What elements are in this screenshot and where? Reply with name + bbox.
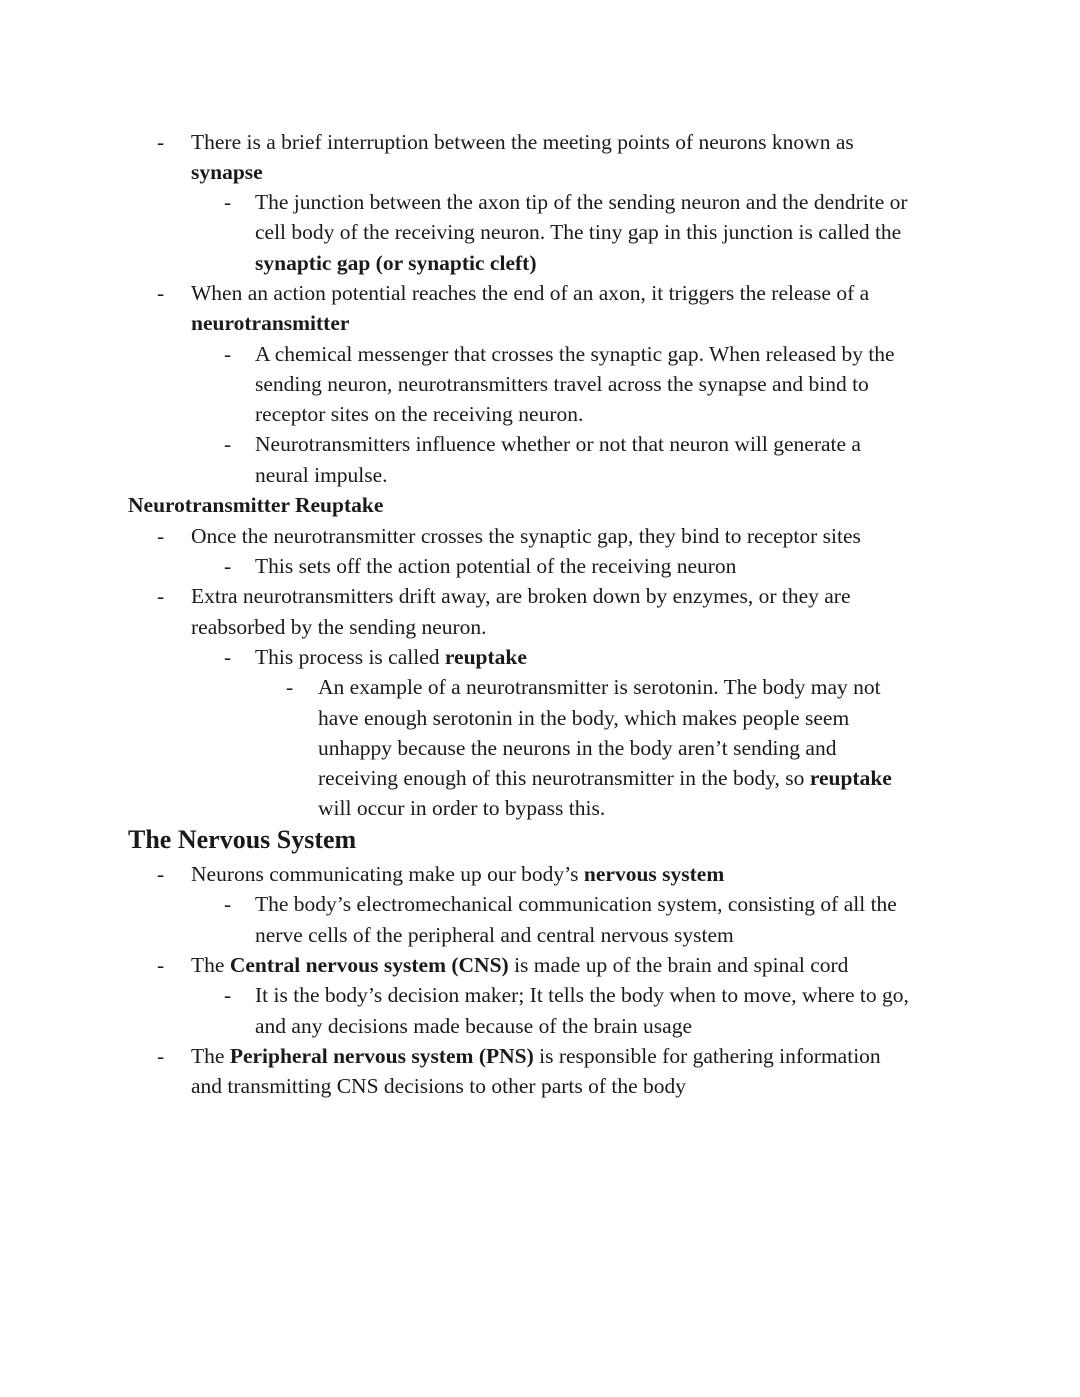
text-line: Neurotransmitters influence whether or not that neuron will generate a [255, 432, 861, 456]
text-line: and transmitting CNS decisions to other parts of the body [191, 1074, 687, 1098]
section-heading-nervous-system: The Nervous System [128, 825, 357, 854]
text-line: The junction between the axon tip of the sending neuron and the dendrite or [255, 190, 908, 214]
text-line: This sets off the action potential of the receiving neuron [255, 554, 737, 578]
text-line: The body’s electromechanical communication system, consisting of all the [255, 892, 897, 916]
text-line: An example of a neurotransmitter is serotonin. The body may not [318, 675, 881, 699]
term-cns: Central nervous system (CNS) [229, 953, 509, 977]
text-segment: The [191, 1044, 230, 1068]
bullet-dash: - [157, 584, 165, 608]
text-segment: is responsible for gathering information [533, 1044, 881, 1068]
bullet-dash: - [157, 953, 165, 977]
section-heading-reuptake: Neurotransmitter Reuptake [128, 493, 384, 517]
text-line: reabsorbed by the sending neuron. [191, 615, 487, 639]
text-line: cell body of the receiving neuron. The tiny gap in this junction is called the [255, 220, 902, 244]
text-line [191, 950, 848, 980]
term-synaptic-gap: synaptic gap (or synaptic cleft) [255, 251, 537, 275]
text-line [255, 642, 527, 672]
text-line: nerve cells of the peripheral and central nervous system [255, 923, 734, 947]
text-line [191, 1041, 881, 1071]
text-line: There is a brief interruption between the meeting points of neurons known as [191, 130, 854, 154]
bold-term [191, 157, 263, 187]
text-line [191, 859, 724, 889]
term-reuptake: reuptake [444, 645, 527, 669]
term-reuptake: reuptake [809, 766, 892, 790]
text-line: have enough serotonin in the body, which makes people seem [318, 706, 850, 730]
text-line: A chemical messenger that crosses the synaptic gap. When released by the [255, 342, 895, 366]
bullet-dash: - [157, 1044, 165, 1068]
text-line [318, 763, 892, 793]
text-segment: is made up of the brain and spinal cord [508, 953, 849, 977]
term-pns: Peripheral nervous system (PNS) [229, 1044, 534, 1068]
bullet-dash: - [157, 281, 165, 305]
bullet-dash: - [224, 342, 232, 366]
text-line: When an action potential reaches the end of an axon, it triggers the release of a [191, 281, 870, 305]
term-neurotransmitter: neurotransmitter [191, 311, 350, 335]
text-line: and any decisions made because of the brain usage [255, 1014, 693, 1038]
bullet-dash: - [224, 645, 232, 669]
text-segment: This process is called [255, 645, 445, 669]
text-line: will occur in order to bypass this. [318, 796, 606, 820]
text-line: Extra neurotransmitters drift away, are broken down by enzymes, or they are [191, 584, 851, 608]
text-line: It is the body’s decision maker; It tells the body when to move, where to go, [255, 983, 909, 1007]
text-segment: receiving enough of this neurotransmitter in the body, so [318, 766, 810, 790]
bold-term [191, 308, 349, 338]
text-segment: Neurons communicating make up our body’s [191, 862, 584, 886]
bold-term [255, 248, 536, 278]
text-line: receptor sites on the receiving neuron. [255, 402, 584, 426]
text-line: unhappy because the neurons in the body aren’t sending and [318, 736, 837, 760]
text-line: Once the neurotransmitter crosses the synaptic gap, they bind to receptor sites [191, 524, 861, 548]
text-line: sending neuron, neurotransmitters travel across the synapse and bind to [255, 372, 869, 396]
bullet-dash: - [224, 983, 232, 1007]
bullet-dash: - [286, 675, 294, 699]
bullet-dash: - [157, 130, 165, 154]
bullet-dash: - [224, 190, 232, 214]
bullet-dash: - [224, 432, 232, 456]
bullet-dash: - [157, 862, 165, 886]
term-synapse: synapse [191, 160, 263, 184]
term-nervous-system: nervous system [583, 862, 725, 886]
text-line: neural impulse. [255, 463, 388, 487]
bullet-dash: - [224, 892, 232, 916]
bullet-dash: - [224, 554, 232, 578]
text-segment: The [191, 953, 230, 977]
bullet-dash: - [157, 524, 165, 548]
